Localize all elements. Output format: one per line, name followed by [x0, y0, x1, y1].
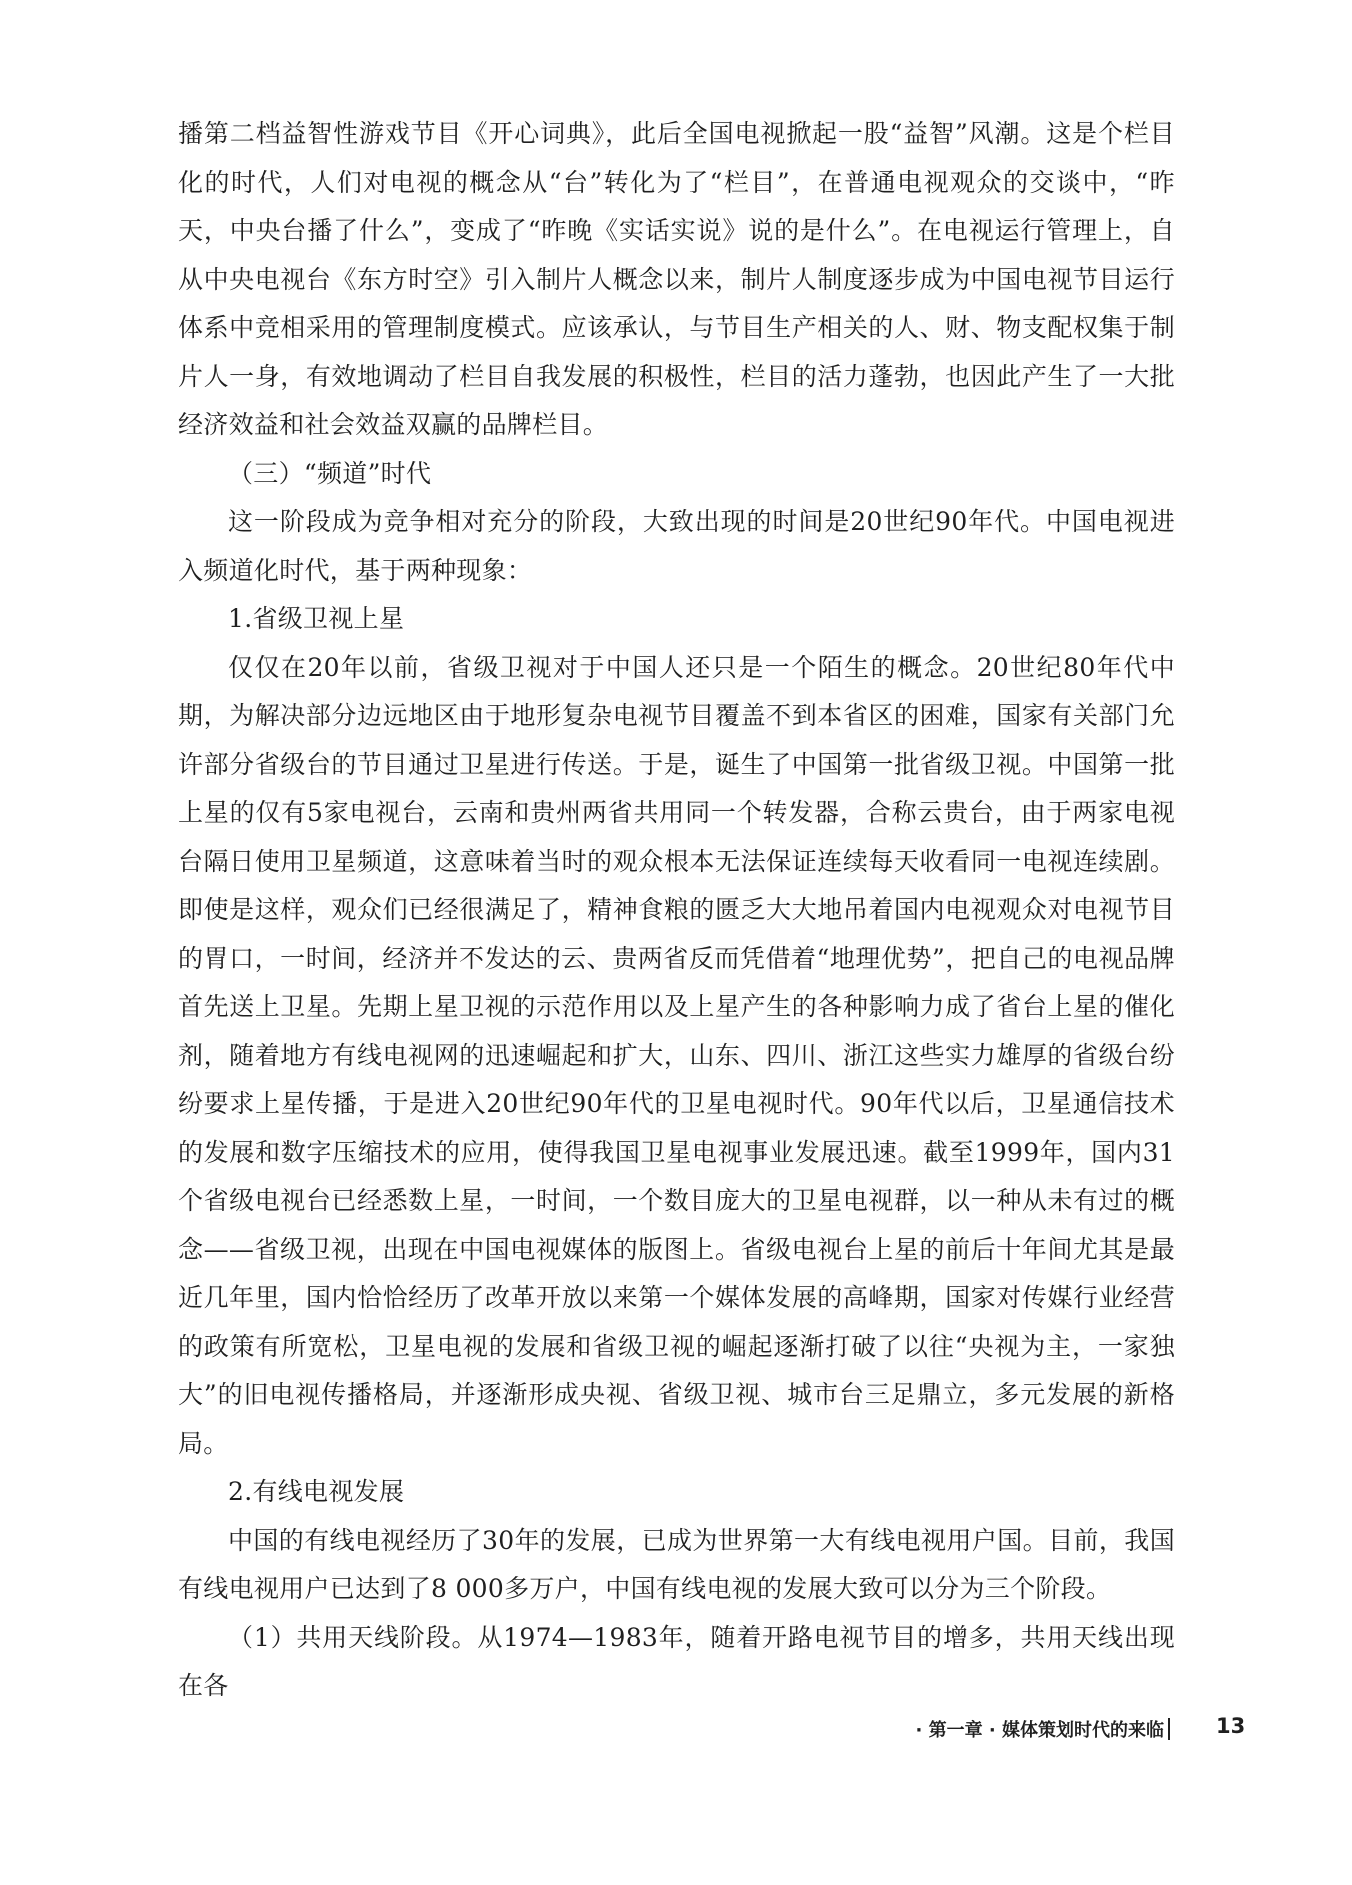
subheading-cable-tv: 2.有线电视发展 [228, 1477, 405, 1506]
paragraph-cable-tv: 中国的有线电视经历了30年的发展，已成为世界第一大有线电视用户国。目前，我国有线电视用户已达到了8 000多万户，中国有线电视的发展大致可以分为三个阶段。 [178, 1525, 1175, 1603]
paragraph-continued: 播第二档益智性游戏节目《开心词典》，此后全国电视掀起一股“益智”风潮。这是个栏目化的时代，人们对电视的概念从“台”转化为了“栏目”，在普通电视观众的交谈中，“昨天，中央台播了什么”，变成了“昨晚《实话实说》说的是什么”。在电视运行管理上，自从中央电视台《东方时空》引入制片人概念以来，制片人制度逐步成为中国电视节目运行体系中竞相采用的管理制度模式。应该承认，与节目生产相关的人、财、物支配权集于制片人一身，有效地调动了栏目自我发展的积极性，栏目的活力蓬勃，也因此产生了一大批经济效益和社会效益双赢的品牌栏目。 [178, 119, 1175, 439]
paragraph-provincial-satellite: 仅仅在20年以前，省级卫视对于中国人还只是一个陌生的概念。20世纪80年代中期，为解决部分边远地区由于地形复杂电视节目覆盖不到本省区的困难，国家有关部门允许部分省级台的节目通过卫星进行传送。于是，诞生了中国第一批省级卫视。中国第一批上星的仅有5家电视台，云南和贵州两省共用同一个转发器，合称云贵台，由于两家电视台隔日使用卫星频道，这意味着当时的观众根本无法保证连续每天收看同一电视连续剧。即使是这样，观众们已经很满足了，精神食粮的匮乏大大地吊着国内电视观众对电视节目的胃口，一时间，经济并不发达的云、贵两省反而凭借着“地理优势”，把自己的电视品牌首先送上卫星。先期上星卫视的示范作用以及上星产生的各种影响力成了省台上星的催化剂，随着地方有线电视网的迅速崛起和扩大，山东、四川、浙江这些实力雄厚的省级台纷纷要求上星传播，于是进入20世纪90年代的卫星电视时代。90年代以后，卫星通信技术的发展和数字压缩技术的应用，使得我国卫星电视事业发展迅速。截至1999年，国内31个省级电视台已经悉数上星，一时间，一个数目庞大的卫星电视群，以一种从未有过的概念——省级卫视，出现在中国电视媒体的版图上。省级电视台上星的前后十年间尤其是最近几年里，国内恰恰经历了改革开放以来第一个媒体发展的高峰期，国家对传媒行业经营的政策有所宽松，卫星电视的发展和省级卫视的崛起逐渐打破了以往“央视为主，一家独大”的旧电视传播格局，并逐渐形成央视、省级卫视、城市台三足鼎立，多元发展的新格局。 [178, 652, 1175, 1458]
subheading-provincial-satellite: 1.省级卫视上星 [228, 604, 405, 633]
paragraph-channel-era-intro: 这一阶段成为竞争相对充分的阶段，大致出现的时间是20世纪90年代。中国电视进入频道化时代，基于两种现象： [178, 507, 1175, 585]
running-head: · 第一章 · 媒体策划时代的来临 [915, 1720, 1164, 1741]
page-number: 13 [1216, 1714, 1246, 1738]
body-text [178, 110, 1175, 1711]
paragraph-shared-antenna: （1）共用天线阶段。从1974—1983年，随着开路电视节目的增多，共用天线出现在各 [178, 1622, 1175, 1700]
footer-divider [1168, 1718, 1170, 1740]
section-heading-channel-era: （三）“频道”时代 [228, 458, 432, 488]
page-footer [0, 1712, 1352, 1748]
